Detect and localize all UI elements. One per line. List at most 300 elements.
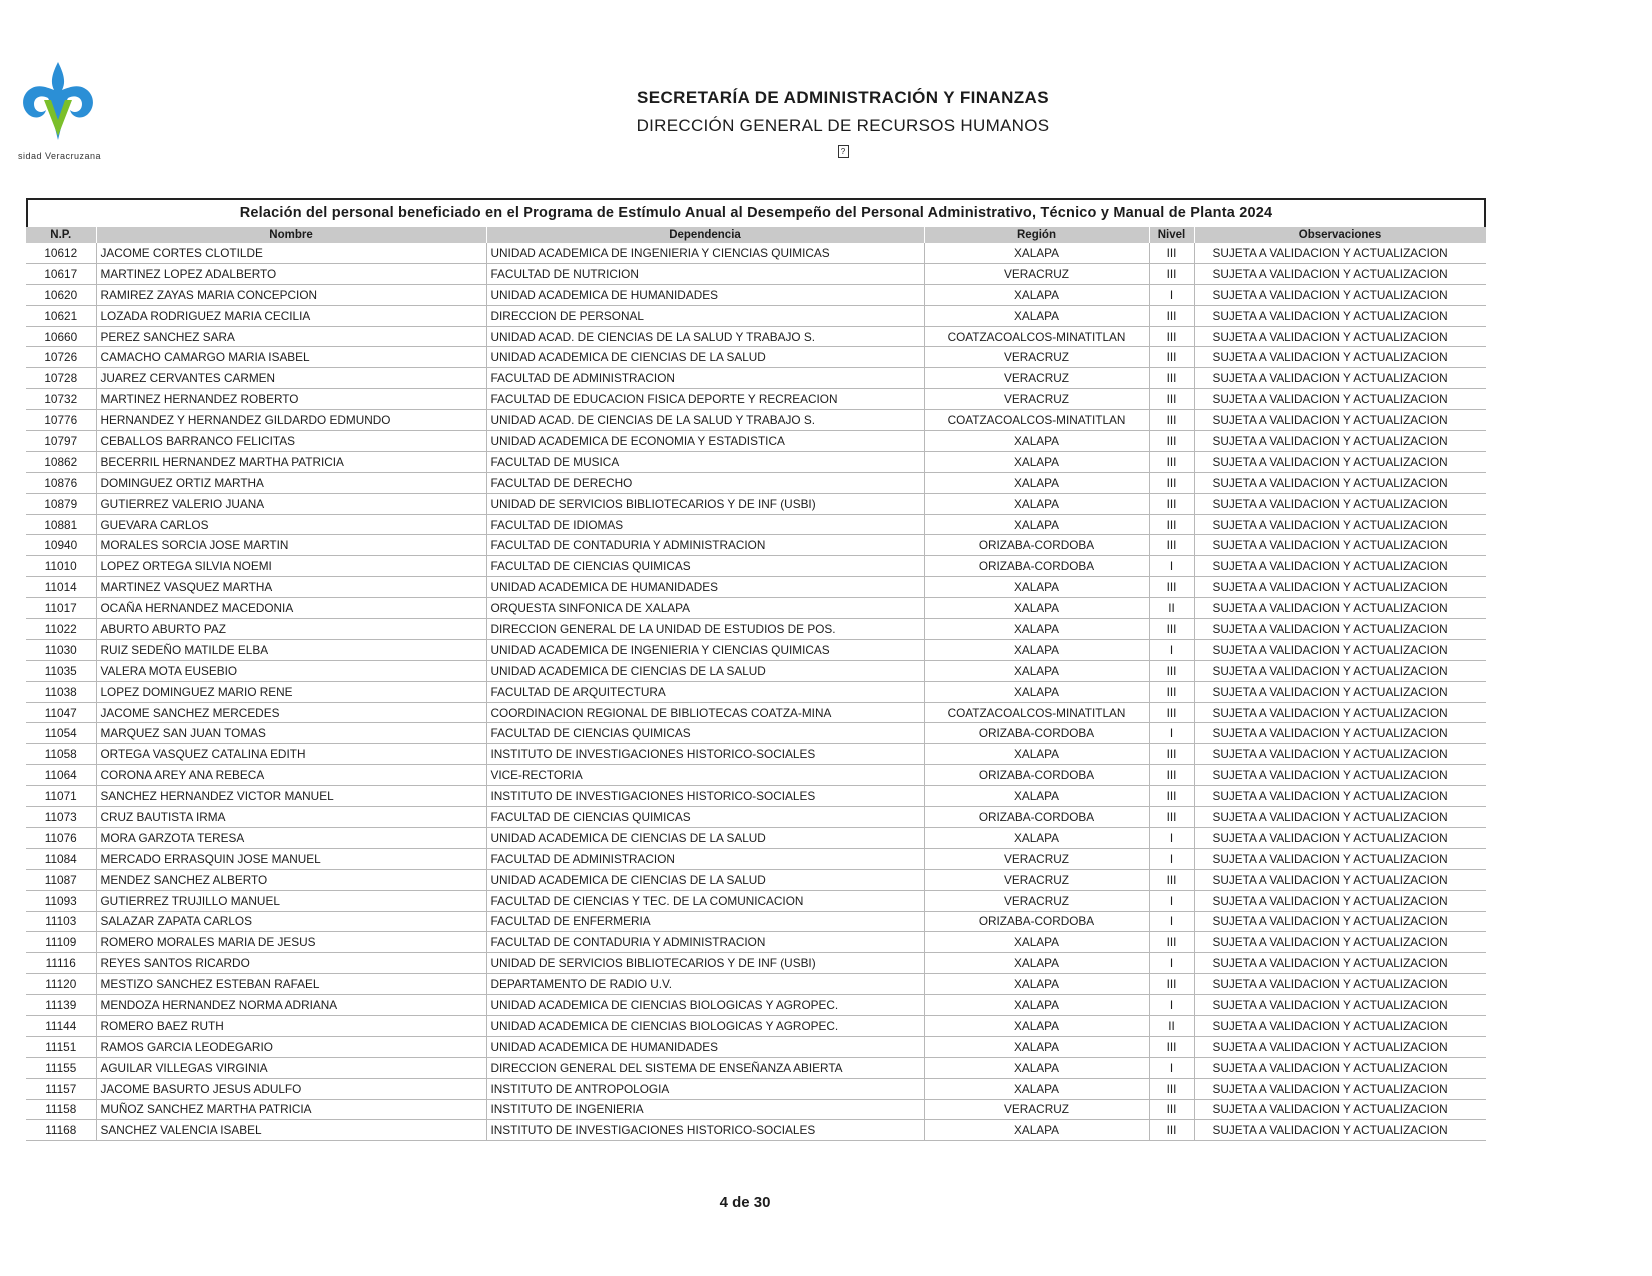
cell-nombre: DOMINGUEZ ORTIZ MARTHA bbox=[96, 472, 486, 493]
cell-dependencia: FACULTAD DE CIENCIAS QUIMICAS bbox=[486, 807, 924, 828]
cell-region: VERACRUZ bbox=[924, 347, 1149, 368]
cell-nivel: III bbox=[1149, 1120, 1194, 1141]
cell-nombre: OCAÑA HERNANDEZ MACEDONIA bbox=[96, 598, 486, 619]
cell-nombre: RAMOS GARCIA LEODEGARIO bbox=[96, 1036, 486, 1057]
cell-dependencia: FACULTAD DE NUTRICION bbox=[486, 263, 924, 284]
table-row bbox=[26, 472, 1486, 493]
cell-dependencia: FACULTAD DE ARQUITECTURA bbox=[486, 681, 924, 702]
cell-nivel: III bbox=[1149, 263, 1194, 284]
cell-region: VERACRUZ bbox=[924, 263, 1149, 284]
cell-observaciones: SUJETA A VALIDACION Y ACTUALIZACION bbox=[1194, 995, 1486, 1016]
cell-observaciones: SUJETA A VALIDACION Y ACTUALIZACION bbox=[1194, 807, 1486, 828]
cell-np: 10620 bbox=[26, 284, 96, 305]
cell-nombre: RAMIREZ ZAYAS MARIA CONCEPCION bbox=[96, 284, 486, 305]
cell-region: XALAPA bbox=[924, 472, 1149, 493]
cell-region: XALAPA bbox=[924, 1015, 1149, 1036]
cell-dependencia: UNIDAD ACADEMICA DE HUMANIDADES bbox=[486, 284, 924, 305]
cell-np: 10617 bbox=[26, 263, 96, 284]
cell-region: XALAPA bbox=[924, 284, 1149, 305]
cell-region: XALAPA bbox=[924, 639, 1149, 660]
cell-nombre: MENDEZ SANCHEZ ALBERTO bbox=[96, 869, 486, 890]
cell-region: XALAPA bbox=[924, 305, 1149, 326]
cell-dependencia: DIRECCION GENERAL DEL SISTEMA DE ENSEÑANZA ABIERTA bbox=[486, 1057, 924, 1078]
cell-nombre: RUIZ SEDEÑO MATILDE ELBA bbox=[96, 639, 486, 660]
table-row bbox=[26, 932, 1486, 953]
cell-region: ORIZABA-CORDOBA bbox=[924, 765, 1149, 786]
table-row bbox=[26, 848, 1486, 869]
cell-np: 10621 bbox=[26, 305, 96, 326]
cell-dependencia: UNIDAD ACADEMICA DE CIENCIAS DE LA SALUD bbox=[486, 827, 924, 848]
cell-nivel: III bbox=[1149, 765, 1194, 786]
cell-nivel: III bbox=[1149, 702, 1194, 723]
cell-np: 11087 bbox=[26, 869, 96, 890]
cell-region: XALAPA bbox=[924, 431, 1149, 452]
cell-dependencia: FACULTAD DE DERECHO bbox=[486, 472, 924, 493]
cell-nombre: JUAREZ CERVANTES CARMEN bbox=[96, 368, 486, 389]
cell-observaciones: SUJETA A VALIDACION Y ACTUALIZACION bbox=[1194, 1099, 1486, 1120]
cell-np: 11064 bbox=[26, 765, 96, 786]
cell-observaciones: SUJETA A VALIDACION Y ACTUALIZACION bbox=[1194, 660, 1486, 681]
table-row bbox=[26, 347, 1486, 368]
cell-nombre: ROMERO MORALES MARIA DE JESUS bbox=[96, 932, 486, 953]
cell-observaciones: SUJETA A VALIDACION Y ACTUALIZACION bbox=[1194, 932, 1486, 953]
table-row bbox=[26, 702, 1486, 723]
cell-observaciones: SUJETA A VALIDACION Y ACTUALIZACION bbox=[1194, 493, 1486, 514]
cell-np: 11047 bbox=[26, 702, 96, 723]
cell-observaciones: SUJETA A VALIDACION Y ACTUALIZACION bbox=[1194, 284, 1486, 305]
cell-np: 11073 bbox=[26, 807, 96, 828]
cell-observaciones: SUJETA A VALIDACION Y ACTUALIZACION bbox=[1194, 598, 1486, 619]
cell-dependencia: DIRECCION DE PERSONAL bbox=[486, 305, 924, 326]
cell-region: XALAPA bbox=[924, 1057, 1149, 1078]
cell-observaciones: SUJETA A VALIDACION Y ACTUALIZACION bbox=[1194, 535, 1486, 556]
cell-np: 11054 bbox=[26, 723, 96, 744]
cell-observaciones: SUJETA A VALIDACION Y ACTUALIZACION bbox=[1194, 410, 1486, 431]
cell-dependencia: INSTITUTO DE INVESTIGACIONES HISTORICO-SOCIALES bbox=[486, 1120, 924, 1141]
cell-observaciones: SUJETA A VALIDACION Y ACTUALIZACION bbox=[1194, 1015, 1486, 1036]
cell-region: ORIZABA-CORDOBA bbox=[924, 535, 1149, 556]
cell-region: XALAPA bbox=[924, 598, 1149, 619]
cell-np: 11017 bbox=[26, 598, 96, 619]
cell-np: 11058 bbox=[26, 744, 96, 765]
cell-region: XALAPA bbox=[924, 974, 1149, 995]
cell-np: 11022 bbox=[26, 619, 96, 640]
cell-np: 11084 bbox=[26, 848, 96, 869]
cell-nivel: III bbox=[1149, 1099, 1194, 1120]
personnel-table bbox=[26, 227, 1487, 1141]
cell-nivel: III bbox=[1149, 389, 1194, 410]
cell-nombre: BECERRIL HERNANDEZ MARTHA PATRICIA bbox=[96, 451, 486, 472]
table-row bbox=[26, 765, 1486, 786]
cell-np: 11103 bbox=[26, 911, 96, 932]
cell-nivel: III bbox=[1149, 410, 1194, 431]
document-header bbox=[0, 88, 1652, 159]
cell-observaciones: SUJETA A VALIDACION Y ACTUALIZACION bbox=[1194, 827, 1486, 848]
cell-np: 11151 bbox=[26, 1036, 96, 1057]
cell-nombre: GUTIERREZ TRUJILLO MANUEL bbox=[96, 890, 486, 911]
cell-dependencia: FACULTAD DE ADMINISTRACION bbox=[486, 848, 924, 869]
cell-dependencia: UNIDAD DE SERVICIOS BIBLIOTECARIOS Y DE INF (USBI) bbox=[486, 493, 924, 514]
table-row bbox=[26, 284, 1486, 305]
cell-observaciones: SUJETA A VALIDACION Y ACTUALIZACION bbox=[1194, 1057, 1486, 1078]
table-row bbox=[26, 723, 1486, 744]
cell-nombre: AGUILAR VILLEGAS VIRGINIA bbox=[96, 1057, 486, 1078]
cell-nivel: I bbox=[1149, 556, 1194, 577]
cell-observaciones: SUJETA A VALIDACION Y ACTUALIZACION bbox=[1194, 765, 1486, 786]
cell-nivel: III bbox=[1149, 451, 1194, 472]
cell-region: XALAPA bbox=[924, 932, 1149, 953]
cell-nivel: III bbox=[1149, 431, 1194, 452]
cell-nombre: ABURTO ABURTO PAZ bbox=[96, 619, 486, 640]
table-row bbox=[26, 911, 1486, 932]
cell-region: XALAPA bbox=[924, 995, 1149, 1016]
table-row bbox=[26, 890, 1486, 911]
cell-nombre: LOPEZ DOMINGUEZ MARIO RENE bbox=[96, 681, 486, 702]
table-row bbox=[26, 995, 1486, 1016]
cell-np: 10879 bbox=[26, 493, 96, 514]
cell-observaciones: SUJETA A VALIDACION Y ACTUALIZACION bbox=[1194, 1120, 1486, 1141]
table-row bbox=[26, 556, 1486, 577]
cell-region: VERACRUZ bbox=[924, 1099, 1149, 1120]
cell-nombre: MARTINEZ VASQUEZ MARTHA bbox=[96, 577, 486, 598]
cell-dependencia: COORDINACION REGIONAL DE BIBLIOTECAS COATZA-MINA bbox=[486, 702, 924, 723]
cell-dependencia: INSTITUTO DE INVESTIGACIONES HISTORICO-SOCIALES bbox=[486, 786, 924, 807]
cell-observaciones: SUJETA A VALIDACION Y ACTUALIZACION bbox=[1194, 368, 1486, 389]
cell-region: XALAPA bbox=[924, 827, 1149, 848]
cell-nivel: III bbox=[1149, 932, 1194, 953]
cell-nivel: I bbox=[1149, 890, 1194, 911]
cell-nivel: III bbox=[1149, 577, 1194, 598]
cell-nombre: CAMACHO CAMARGO MARIA ISABEL bbox=[96, 347, 486, 368]
cell-np: 11038 bbox=[26, 681, 96, 702]
cell-observaciones: SUJETA A VALIDACION Y ACTUALIZACION bbox=[1194, 556, 1486, 577]
cell-observaciones: SUJETA A VALIDACION Y ACTUALIZACION bbox=[1194, 1078, 1486, 1099]
cell-np: 10728 bbox=[26, 368, 96, 389]
cell-region: XALAPA bbox=[924, 681, 1149, 702]
table-row bbox=[26, 1099, 1486, 1120]
cell-observaciones: SUJETA A VALIDACION Y ACTUALIZACION bbox=[1194, 263, 1486, 284]
cell-observaciones: SUJETA A VALIDACION Y ACTUALIZACION bbox=[1194, 974, 1486, 995]
column-header-np: N.P. bbox=[26, 227, 96, 243]
cell-np: 11014 bbox=[26, 577, 96, 598]
cell-region: XALAPA bbox=[924, 660, 1149, 681]
cell-nombre: CRUZ BAUTISTA IRMA bbox=[96, 807, 486, 828]
cell-dependencia: FACULTAD DE CIENCIAS QUIMICAS bbox=[486, 723, 924, 744]
cell-region: ORIZABA-CORDOBA bbox=[924, 911, 1149, 932]
table-row bbox=[26, 807, 1486, 828]
cell-np: 10797 bbox=[26, 431, 96, 452]
cell-region: XALAPA bbox=[924, 619, 1149, 640]
cell-nombre: MERCADO ERRASQUIN JOSE MANUEL bbox=[96, 848, 486, 869]
table-row bbox=[26, 827, 1486, 848]
table-caption: Relación del personal beneficiado en el Programa de Estímulo Anual al Desempeño del Personal Administrativo, Técnico y Manual de Planta 2024 bbox=[26, 198, 1486, 227]
cell-nivel: III bbox=[1149, 974, 1194, 995]
cell-observaciones: SUJETA A VALIDACION Y ACTUALIZACION bbox=[1194, 389, 1486, 410]
page-number: 4 de 30 bbox=[719, 1194, 771, 1211]
column-header-dependencia: Dependencia bbox=[486, 227, 924, 243]
table-row bbox=[26, 326, 1486, 347]
cell-dependencia: UNIDAD ACADEMICA DE CIENCIAS BIOLOGICAS Y AGROPEC. bbox=[486, 1015, 924, 1036]
column-header-nombre: Nombre bbox=[96, 227, 486, 243]
cell-nivel: III bbox=[1149, 347, 1194, 368]
cell-dependencia: FACULTAD DE MUSICA bbox=[486, 451, 924, 472]
cell-observaciones: SUJETA A VALIDACION Y ACTUALIZACION bbox=[1194, 326, 1486, 347]
cell-nombre: LOPEZ ORTEGA SILVIA NOEMI bbox=[96, 556, 486, 577]
cell-observaciones: SUJETA A VALIDACION Y ACTUALIZACION bbox=[1194, 451, 1486, 472]
cell-np: 11010 bbox=[26, 556, 96, 577]
cell-np: 11093 bbox=[26, 890, 96, 911]
cell-nivel: I bbox=[1149, 284, 1194, 305]
cell-nombre: MENDOZA HERNANDEZ NORMA ADRIANA bbox=[96, 995, 486, 1016]
cell-region: VERACRUZ bbox=[924, 389, 1149, 410]
cell-dependencia: FACULTAD DE ENFERMERIA bbox=[486, 911, 924, 932]
cell-observaciones: SUJETA A VALIDACION Y ACTUALIZACION bbox=[1194, 953, 1486, 974]
cell-nivel: I bbox=[1149, 723, 1194, 744]
cell-observaciones: SUJETA A VALIDACION Y ACTUALIZACION bbox=[1194, 431, 1486, 452]
cell-region: VERACRUZ bbox=[924, 869, 1149, 890]
cell-np: 11116 bbox=[26, 953, 96, 974]
table-row bbox=[26, 1057, 1486, 1078]
cell-nombre: GUEVARA CARLOS bbox=[96, 514, 486, 535]
cell-nivel: I bbox=[1149, 639, 1194, 660]
cell-np: 11071 bbox=[26, 786, 96, 807]
cell-nivel: I bbox=[1149, 995, 1194, 1016]
cell-dependencia: UNIDAD ACADEMICA DE INGENIERIA Y CIENCIAS QUIMICAS bbox=[486, 639, 924, 660]
cell-dependencia: FACULTAD DE EDUCACION FISICA DEPORTE Y RECREACION bbox=[486, 389, 924, 410]
cell-dependencia: UNIDAD ACADEMICA DE CIENCIAS BIOLOGICAS Y AGROPEC. bbox=[486, 995, 924, 1016]
cell-observaciones: SUJETA A VALIDACION Y ACTUALIZACION bbox=[1194, 911, 1486, 932]
cell-observaciones: SUJETA A VALIDACION Y ACTUALIZACION bbox=[1194, 347, 1486, 368]
cell-nombre: MARTINEZ LOPEZ ADALBERTO bbox=[96, 263, 486, 284]
column-header-observaciones: Observaciones bbox=[1194, 227, 1486, 243]
table-row bbox=[26, 744, 1486, 765]
cell-nombre: CORONA AREY ANA REBECA bbox=[96, 765, 486, 786]
cell-nombre: MESTIZO SANCHEZ ESTEBAN RAFAEL bbox=[96, 974, 486, 995]
cell-np: 11030 bbox=[26, 639, 96, 660]
table-row bbox=[26, 368, 1486, 389]
cell-nombre: MORA GARZOTA TERESA bbox=[96, 827, 486, 848]
cell-nombre: MUÑOZ SANCHEZ MARTHA PATRICIA bbox=[96, 1099, 486, 1120]
cell-region: ORIZABA-CORDOBA bbox=[924, 723, 1149, 744]
cell-region: XALAPA bbox=[924, 514, 1149, 535]
table-body bbox=[26, 243, 1486, 1141]
cell-observaciones: SUJETA A VALIDACION Y ACTUALIZACION bbox=[1194, 305, 1486, 326]
cell-dependencia: FACULTAD DE CONTADURIA Y ADMINISTRACION bbox=[486, 932, 924, 953]
cell-observaciones: SUJETA A VALIDACION Y ACTUALIZACION bbox=[1194, 890, 1486, 911]
cell-np: 11155 bbox=[26, 1057, 96, 1078]
cell-nivel: I bbox=[1149, 848, 1194, 869]
cell-nombre: GUTIERREZ VALERIO JUANA bbox=[96, 493, 486, 514]
cell-region: XALAPA bbox=[924, 1078, 1149, 1099]
cell-nombre: LOZADA RODRIGUEZ MARIA CECILIA bbox=[96, 305, 486, 326]
cell-nivel: III bbox=[1149, 368, 1194, 389]
cell-nivel: III bbox=[1149, 243, 1194, 263]
cell-nombre: SALAZAR ZAPATA CARLOS bbox=[96, 911, 486, 932]
cell-np: 11035 bbox=[26, 660, 96, 681]
table-row bbox=[26, 577, 1486, 598]
cell-observaciones: SUJETA A VALIDACION Y ACTUALIZACION bbox=[1194, 1036, 1486, 1057]
cell-dependencia: FACULTAD DE ADMINISTRACION bbox=[486, 368, 924, 389]
cell-observaciones: SUJETA A VALIDACION Y ACTUALIZACION bbox=[1194, 619, 1486, 640]
cell-observaciones: SUJETA A VALIDACION Y ACTUALIZACION bbox=[1194, 681, 1486, 702]
table-row bbox=[26, 1078, 1486, 1099]
cell-region: XALAPA bbox=[924, 243, 1149, 263]
cell-region: ORIZABA-CORDOBA bbox=[924, 807, 1149, 828]
cell-dependencia: INSTITUTO DE INGENIERIA bbox=[486, 1099, 924, 1120]
cell-nombre: SANCHEZ HERNANDEZ VICTOR MANUEL bbox=[96, 786, 486, 807]
table-row bbox=[26, 535, 1486, 556]
cell-dependencia: ORQUESTA SINFONICA DE XALAPA bbox=[486, 598, 924, 619]
cell-observaciones: SUJETA A VALIDACION Y ACTUALIZACION bbox=[1194, 723, 1486, 744]
cell-region: XALAPA bbox=[924, 1120, 1149, 1141]
cell-region: ORIZABA-CORDOBA bbox=[924, 556, 1149, 577]
cell-np: 10612 bbox=[26, 243, 96, 263]
table-row bbox=[26, 681, 1486, 702]
cell-nivel: III bbox=[1149, 681, 1194, 702]
cell-dependencia: DEPARTAMENTO DE RADIO U.V. bbox=[486, 974, 924, 995]
table-row bbox=[26, 974, 1486, 995]
table-row bbox=[26, 451, 1486, 472]
cell-dependencia: INSTITUTO DE ANTROPOLOGIA bbox=[486, 1078, 924, 1099]
cell-observaciones: SUJETA A VALIDACION Y ACTUALIZACION bbox=[1194, 577, 1486, 598]
cell-np: 11157 bbox=[26, 1078, 96, 1099]
table-row bbox=[26, 514, 1486, 535]
cell-np: 10726 bbox=[26, 347, 96, 368]
cell-nivel: I bbox=[1149, 1057, 1194, 1078]
table-row bbox=[26, 1015, 1486, 1036]
cell-dependencia: UNIDAD ACADEMICA DE INGENIERIA Y CIENCIAS QUIMICAS bbox=[486, 243, 924, 263]
cell-dependencia: UNIDAD ACAD. DE CIENCIAS DE LA SALUD Y TRABAJO S. bbox=[486, 326, 924, 347]
cell-region: COATZACOALCOS-MINATITLAN bbox=[924, 326, 1149, 347]
cell-nombre: JACOME CORTES CLOTILDE bbox=[96, 243, 486, 263]
cell-observaciones: SUJETA A VALIDACION Y ACTUALIZACION bbox=[1194, 848, 1486, 869]
cell-nivel: III bbox=[1149, 786, 1194, 807]
cell-region: VERACRUZ bbox=[924, 368, 1149, 389]
table-row bbox=[26, 263, 1486, 284]
cell-region: XALAPA bbox=[924, 953, 1149, 974]
column-header-region: Región bbox=[924, 227, 1149, 243]
cell-nivel: III bbox=[1149, 305, 1194, 326]
cell-nivel: III bbox=[1149, 1078, 1194, 1099]
cell-observaciones: SUJETA A VALIDACION Y ACTUALIZACION bbox=[1194, 744, 1486, 765]
cell-nombre: JACOME SANCHEZ MERCEDES bbox=[96, 702, 486, 723]
cell-dependencia: FACULTAD DE CONTADURIA Y ADMINISTRACION bbox=[486, 535, 924, 556]
cell-dependencia: FACULTAD DE IDIOMAS bbox=[486, 514, 924, 535]
cell-dependencia: UNIDAD ACADEMICA DE ECONOMIA Y ESTADISTICA bbox=[486, 431, 924, 452]
cell-np: 10660 bbox=[26, 326, 96, 347]
cell-np: 10940 bbox=[26, 535, 96, 556]
table-row bbox=[26, 869, 1486, 890]
cell-nombre: MORALES SORCIA JOSE MARTIN bbox=[96, 535, 486, 556]
cell-nombre: JACOME BASURTO JESUS ADULFO bbox=[96, 1078, 486, 1099]
table-row bbox=[26, 305, 1486, 326]
cell-dependencia: UNIDAD DE SERVICIOS BIBLIOTECARIOS Y DE INF (USBI) bbox=[486, 953, 924, 974]
cell-dependencia: INSTITUTO DE INVESTIGACIONES HISTORICO-SOCIALES bbox=[486, 744, 924, 765]
cell-nivel: III bbox=[1149, 472, 1194, 493]
table-row bbox=[26, 1036, 1486, 1057]
table-header-row bbox=[26, 227, 1486, 243]
cell-observaciones: SUJETA A VALIDACION Y ACTUALIZACION bbox=[1194, 472, 1486, 493]
cell-nivel: III bbox=[1149, 744, 1194, 765]
cell-dependencia: VICE-RECTORIA bbox=[486, 765, 924, 786]
cell-np: 11158 bbox=[26, 1099, 96, 1120]
cell-nivel: I bbox=[1149, 827, 1194, 848]
cell-dependencia: UNIDAD ACAD. DE CIENCIAS DE LA SALUD Y TRABAJO S. bbox=[486, 410, 924, 431]
cell-nombre: VALERA MOTA EUSEBIO bbox=[96, 660, 486, 681]
personnel-table-container bbox=[26, 198, 1486, 1141]
column-header-nivel: Nivel bbox=[1149, 227, 1194, 243]
cell-dependencia: FACULTAD DE CIENCIAS Y TEC. DE LA COMUNICACION bbox=[486, 890, 924, 911]
cell-observaciones: SUJETA A VALIDACION Y ACTUALIZACION bbox=[1194, 869, 1486, 890]
table-row bbox=[26, 1120, 1486, 1141]
cell-region: XALAPA bbox=[924, 577, 1149, 598]
table-row bbox=[26, 953, 1486, 974]
cell-nivel: III bbox=[1149, 535, 1194, 556]
cell-np: 11139 bbox=[26, 995, 96, 1016]
cell-observaciones: SUJETA A VALIDACION Y ACTUALIZACION bbox=[1194, 786, 1486, 807]
cell-nivel: III bbox=[1149, 660, 1194, 681]
table-row bbox=[26, 660, 1486, 681]
cell-np: 11109 bbox=[26, 932, 96, 953]
cell-dependencia: UNIDAD ACADEMICA DE HUMANIDADES bbox=[486, 1036, 924, 1057]
cell-nombre: ROMERO BAEZ RUTH bbox=[96, 1015, 486, 1036]
cell-np: 11144 bbox=[26, 1015, 96, 1036]
cell-dependencia: UNIDAD ACADEMICA DE CIENCIAS DE LA SALUD bbox=[486, 660, 924, 681]
placeholder-glyph: ? bbox=[838, 145, 849, 158]
cell-nombre: ORTEGA VASQUEZ CATALINA EDITH bbox=[96, 744, 486, 765]
cell-np: 10862 bbox=[26, 451, 96, 472]
cell-nivel: III bbox=[1149, 807, 1194, 828]
logo-text: sidad Veracruzana bbox=[18, 151, 102, 161]
cell-nombre: PEREZ SANCHEZ SARA bbox=[96, 326, 486, 347]
header-subtitle: DIRECCIÓN GENERAL DE RECURSOS HUMANOS bbox=[636, 116, 1050, 135]
cell-region: VERACRUZ bbox=[924, 890, 1149, 911]
cell-observaciones: SUJETA A VALIDACION Y ACTUALIZACION bbox=[1194, 243, 1486, 263]
table-row bbox=[26, 243, 1486, 263]
cell-dependencia: UNIDAD ACADEMICA DE CIENCIAS DE LA SALUD bbox=[486, 347, 924, 368]
cell-np: 10876 bbox=[26, 472, 96, 493]
cell-region: XALAPA bbox=[924, 1036, 1149, 1057]
cell-dependencia: DIRECCION GENERAL DE LA UNIDAD DE ESTUDIOS DE POS. bbox=[486, 619, 924, 640]
table-row bbox=[26, 619, 1486, 640]
cell-observaciones: SUJETA A VALIDACION Y ACTUALIZACION bbox=[1194, 514, 1486, 535]
cell-region: XALAPA bbox=[924, 786, 1149, 807]
cell-region: XALAPA bbox=[924, 451, 1149, 472]
cell-region: COATZACOALCOS-MINATITLAN bbox=[924, 702, 1149, 723]
table-row bbox=[26, 493, 1486, 514]
cell-nivel: I bbox=[1149, 953, 1194, 974]
cell-np: 10776 bbox=[26, 410, 96, 431]
cell-nivel: III bbox=[1149, 493, 1194, 514]
cell-dependencia: UNIDAD ACADEMICA DE CIENCIAS DE LA SALUD bbox=[486, 869, 924, 890]
cell-region: XALAPA bbox=[924, 744, 1149, 765]
table-row bbox=[26, 786, 1486, 807]
cell-observaciones: SUJETA A VALIDACION Y ACTUALIZACION bbox=[1194, 639, 1486, 660]
cell-nivel: II bbox=[1149, 1015, 1194, 1036]
cell-nivel: II bbox=[1149, 598, 1194, 619]
cell-nombre: CEBALLOS BARRANCO FELICITAS bbox=[96, 431, 486, 452]
table-row bbox=[26, 639, 1486, 660]
cell-nivel: III bbox=[1149, 619, 1194, 640]
cell-region: XALAPA bbox=[924, 493, 1149, 514]
cell-nombre: HERNANDEZ Y HERNANDEZ GILDARDO EDMUNDO bbox=[96, 410, 486, 431]
cell-np: 10881 bbox=[26, 514, 96, 535]
cell-np: 11076 bbox=[26, 827, 96, 848]
table-row bbox=[26, 431, 1486, 452]
header-title: SECRETARÍA DE ADMINISTRACIÓN Y FINANZAS bbox=[637, 88, 1049, 107]
cell-nombre: REYES SANTOS RICARDO bbox=[96, 953, 486, 974]
cell-np: 10732 bbox=[26, 389, 96, 410]
